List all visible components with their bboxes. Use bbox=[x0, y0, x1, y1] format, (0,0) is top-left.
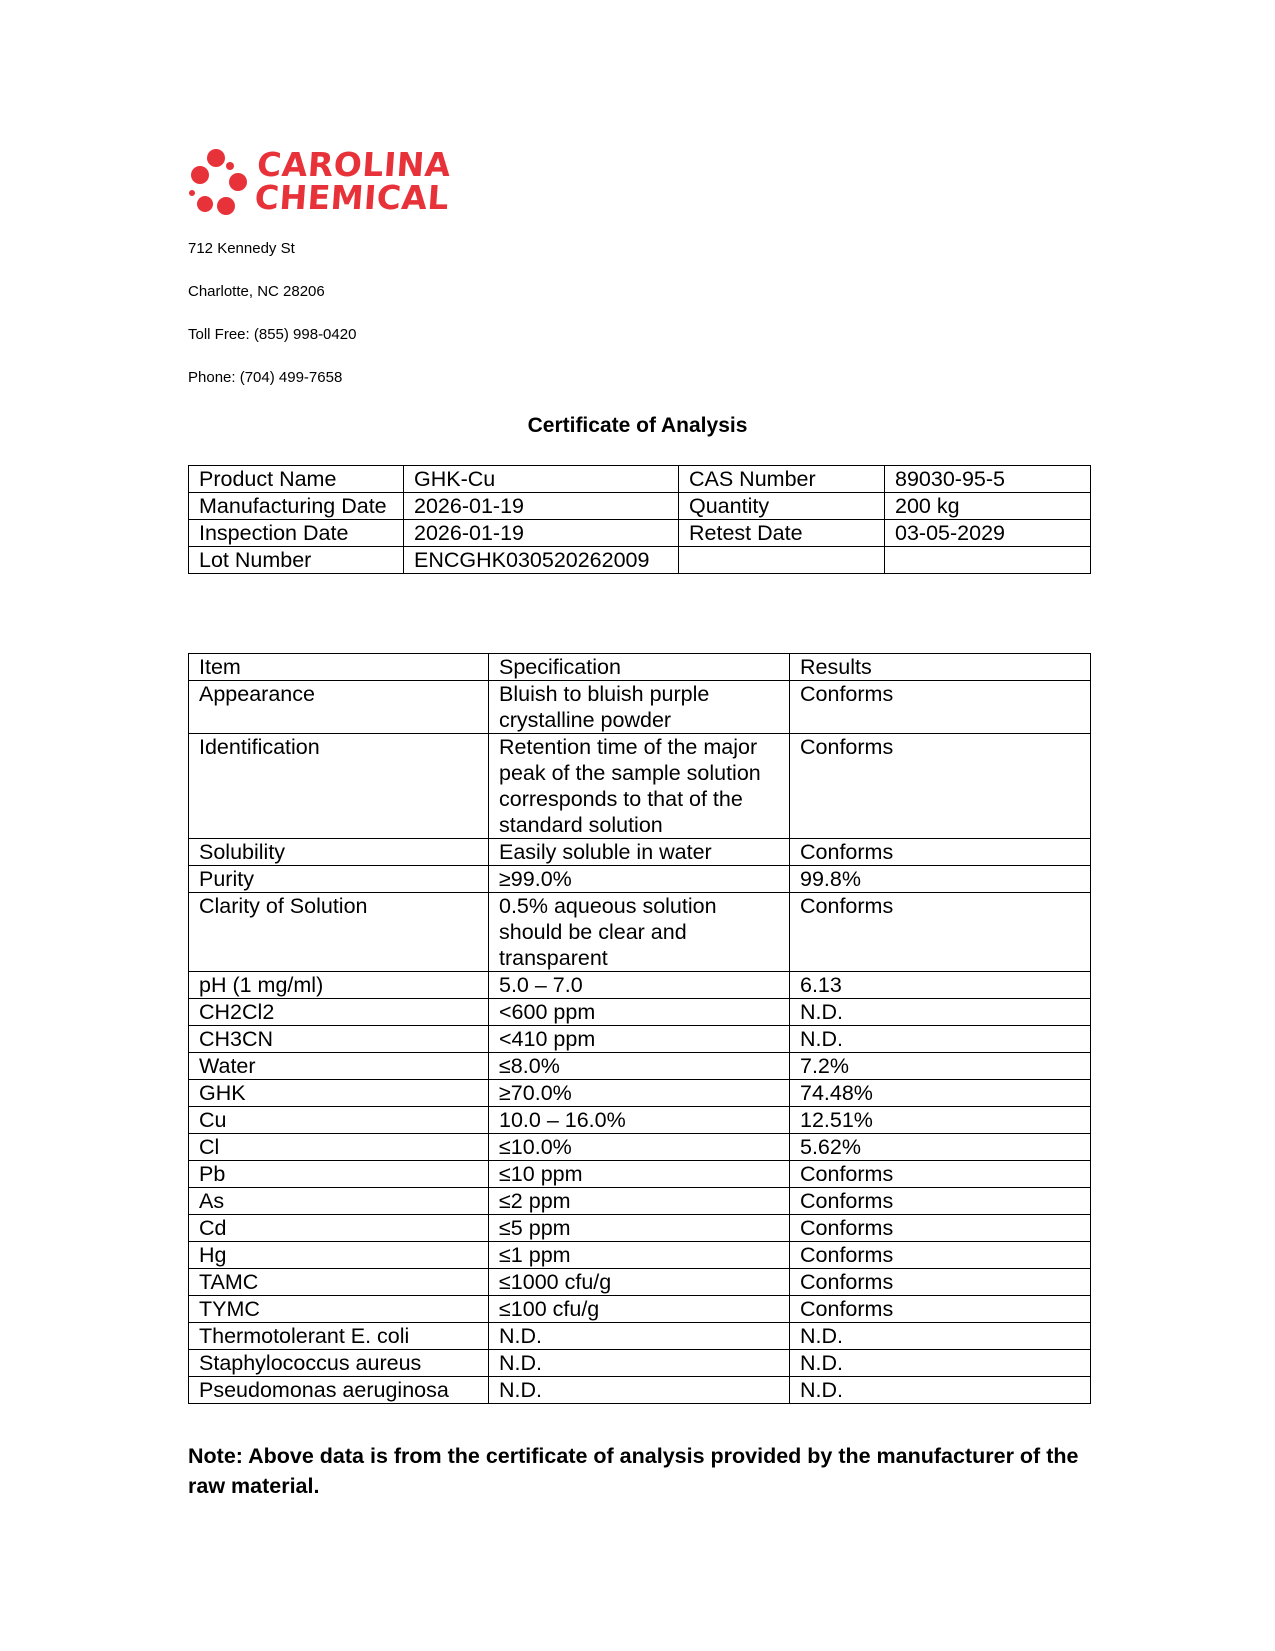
specification: ≤1 ppm bbox=[489, 1242, 790, 1269]
specification: 0.5% aqueous solution should be clear and transparent bbox=[489, 893, 790, 972]
table-row bbox=[189, 1242, 1091, 1269]
column-header: Results bbox=[790, 654, 1091, 681]
analysis-results-table bbox=[188, 653, 1091, 1404]
result: N.D. bbox=[790, 1350, 1091, 1377]
result: Conforms bbox=[790, 1269, 1091, 1296]
info-row bbox=[189, 466, 1091, 493]
test-item: CH2Cl2 bbox=[189, 999, 489, 1026]
specification: ≥99.0% bbox=[489, 866, 790, 893]
info-label: Manufacturing Date bbox=[189, 493, 404, 520]
specification: ≤8.0% bbox=[489, 1053, 790, 1080]
table-row bbox=[189, 1350, 1091, 1377]
logo-mark-icon bbox=[186, 148, 258, 218]
specification: ≤2 ppm bbox=[489, 1188, 790, 1215]
result: N.D. bbox=[790, 999, 1091, 1026]
test-item: pH (1 mg/ml) bbox=[189, 972, 489, 999]
result: 7.2% bbox=[790, 1053, 1091, 1080]
phone: Phone: (704) 499-7658 bbox=[188, 369, 343, 386]
specification: <600 ppm bbox=[489, 999, 790, 1026]
result: N.D. bbox=[790, 1377, 1091, 1404]
info-value: 2026-01-19 bbox=[404, 493, 679, 520]
result: N.D. bbox=[790, 1323, 1091, 1350]
result: Conforms bbox=[790, 839, 1091, 866]
specification: ≥70.0% bbox=[489, 1080, 790, 1107]
result: N.D. bbox=[790, 1026, 1091, 1053]
table-row bbox=[189, 734, 1091, 839]
result: Conforms bbox=[790, 1296, 1091, 1323]
test-item: Clarity of Solution bbox=[189, 893, 489, 972]
info-label: Product Name bbox=[189, 466, 404, 493]
info-value: 03-05-2029 bbox=[885, 520, 1091, 547]
info-value: ENCGHK030520262009 bbox=[404, 547, 679, 574]
info-value: 200 kg bbox=[885, 493, 1091, 520]
table-row bbox=[189, 839, 1091, 866]
address-city: Charlotte, NC 28206 bbox=[188, 283, 325, 300]
specification: 5.0 – 7.0 bbox=[489, 972, 790, 999]
table-row bbox=[189, 1323, 1091, 1350]
test-item: Cd bbox=[189, 1215, 489, 1242]
specification: ≤1000 cfu/g bbox=[489, 1269, 790, 1296]
table-row bbox=[189, 1026, 1091, 1053]
test-item: Pseudomonas aeruginosa bbox=[189, 1377, 489, 1404]
test-item: Purity bbox=[189, 866, 489, 893]
test-item: As bbox=[189, 1188, 489, 1215]
table-row bbox=[189, 1161, 1091, 1188]
result: Conforms bbox=[790, 893, 1091, 972]
specification: ≤10.0% bbox=[489, 1134, 790, 1161]
info-row bbox=[189, 493, 1091, 520]
specification: 10.0 – 16.0% bbox=[489, 1107, 790, 1134]
info-value bbox=[885, 547, 1091, 574]
test-item: Identification bbox=[189, 734, 489, 839]
document-title: Certificate of Analysis bbox=[527, 414, 748, 437]
result: 74.48% bbox=[790, 1080, 1091, 1107]
info-label: CAS Number bbox=[679, 466, 885, 493]
test-item: Appearance bbox=[189, 681, 489, 734]
info-value: 2026-01-19 bbox=[404, 520, 679, 547]
product-info-table bbox=[188, 465, 1091, 574]
table-row bbox=[189, 1080, 1091, 1107]
info-label: Retest Date bbox=[679, 520, 885, 547]
result: 6.13 bbox=[790, 972, 1091, 999]
table-row bbox=[189, 1377, 1091, 1404]
company-name bbox=[253, 145, 453, 217]
result: Conforms bbox=[790, 1188, 1091, 1215]
table-row bbox=[189, 999, 1091, 1026]
specification: <410 ppm bbox=[489, 1026, 790, 1053]
info-value: GHK-Cu bbox=[404, 466, 679, 493]
table-row bbox=[189, 1269, 1091, 1296]
test-item: CH3CN bbox=[189, 1026, 489, 1053]
table-row bbox=[189, 866, 1091, 893]
table-row bbox=[189, 972, 1091, 999]
specification: Bluish to bluish purple crystalline powder bbox=[489, 681, 790, 734]
table-row bbox=[189, 1188, 1091, 1215]
result: 99.8% bbox=[790, 866, 1091, 893]
specification: ≤5 ppm bbox=[489, 1215, 790, 1242]
test-item: TAMC bbox=[189, 1269, 489, 1296]
result: Conforms bbox=[790, 681, 1091, 734]
test-item: Staphylococcus aureus bbox=[189, 1350, 489, 1377]
result: Conforms bbox=[790, 734, 1091, 839]
column-header: Specification bbox=[489, 654, 790, 681]
info-label: Lot Number bbox=[189, 547, 404, 574]
result: 12.51% bbox=[790, 1107, 1091, 1134]
info-row bbox=[189, 520, 1091, 547]
company-name-line1: CAROLINA bbox=[255, 145, 453, 184]
table-row bbox=[189, 1053, 1091, 1080]
company-logo bbox=[186, 145, 456, 218]
test-item: Cu bbox=[189, 1107, 489, 1134]
specification: ≤100 cfu/g bbox=[489, 1296, 790, 1323]
company-name-line2: CHEMICAL bbox=[253, 178, 451, 217]
result: Conforms bbox=[790, 1242, 1091, 1269]
info-value: 89030-95-5 bbox=[885, 466, 1091, 493]
table-row bbox=[189, 1296, 1091, 1323]
test-item: Thermotolerant E. coli bbox=[189, 1323, 489, 1350]
results-header-row bbox=[189, 654, 1091, 681]
specification: N.D. bbox=[489, 1377, 790, 1404]
info-label: Quantity bbox=[679, 493, 885, 520]
table-row bbox=[189, 681, 1091, 734]
info-label: Inspection Date bbox=[189, 520, 404, 547]
info-row bbox=[189, 547, 1091, 574]
result: 5.62% bbox=[790, 1134, 1091, 1161]
specification: ≤10 ppm bbox=[489, 1161, 790, 1188]
test-item: Hg bbox=[189, 1242, 489, 1269]
specification: N.D. bbox=[489, 1350, 790, 1377]
test-item: Water bbox=[189, 1053, 489, 1080]
test-item: Solubility bbox=[189, 839, 489, 866]
result: Conforms bbox=[790, 1215, 1091, 1242]
specification: N.D. bbox=[489, 1323, 790, 1350]
address-street: 712 Kennedy St bbox=[188, 240, 295, 257]
table-row bbox=[189, 1134, 1091, 1161]
footnote: Note: Above data is from the certificate of analysis provided by the manufacturer of the raw material. bbox=[188, 1444, 1079, 1498]
toll-free-phone: Toll Free: (855) 998-0420 bbox=[188, 326, 357, 343]
table-row bbox=[189, 1215, 1091, 1242]
test-item: GHK bbox=[189, 1080, 489, 1107]
test-item: TYMC bbox=[189, 1296, 489, 1323]
test-item: Cl bbox=[189, 1134, 489, 1161]
result: Conforms bbox=[790, 1161, 1091, 1188]
specification: Easily soluble in water bbox=[489, 839, 790, 866]
table-row bbox=[189, 893, 1091, 972]
test-item: Pb bbox=[189, 1161, 489, 1188]
column-header: Item bbox=[189, 654, 489, 681]
info-label bbox=[679, 547, 885, 574]
table-row bbox=[189, 1107, 1091, 1134]
specification: Retention time of the major peak of the sample solution corresponds to that of the standard solution bbox=[489, 734, 790, 839]
